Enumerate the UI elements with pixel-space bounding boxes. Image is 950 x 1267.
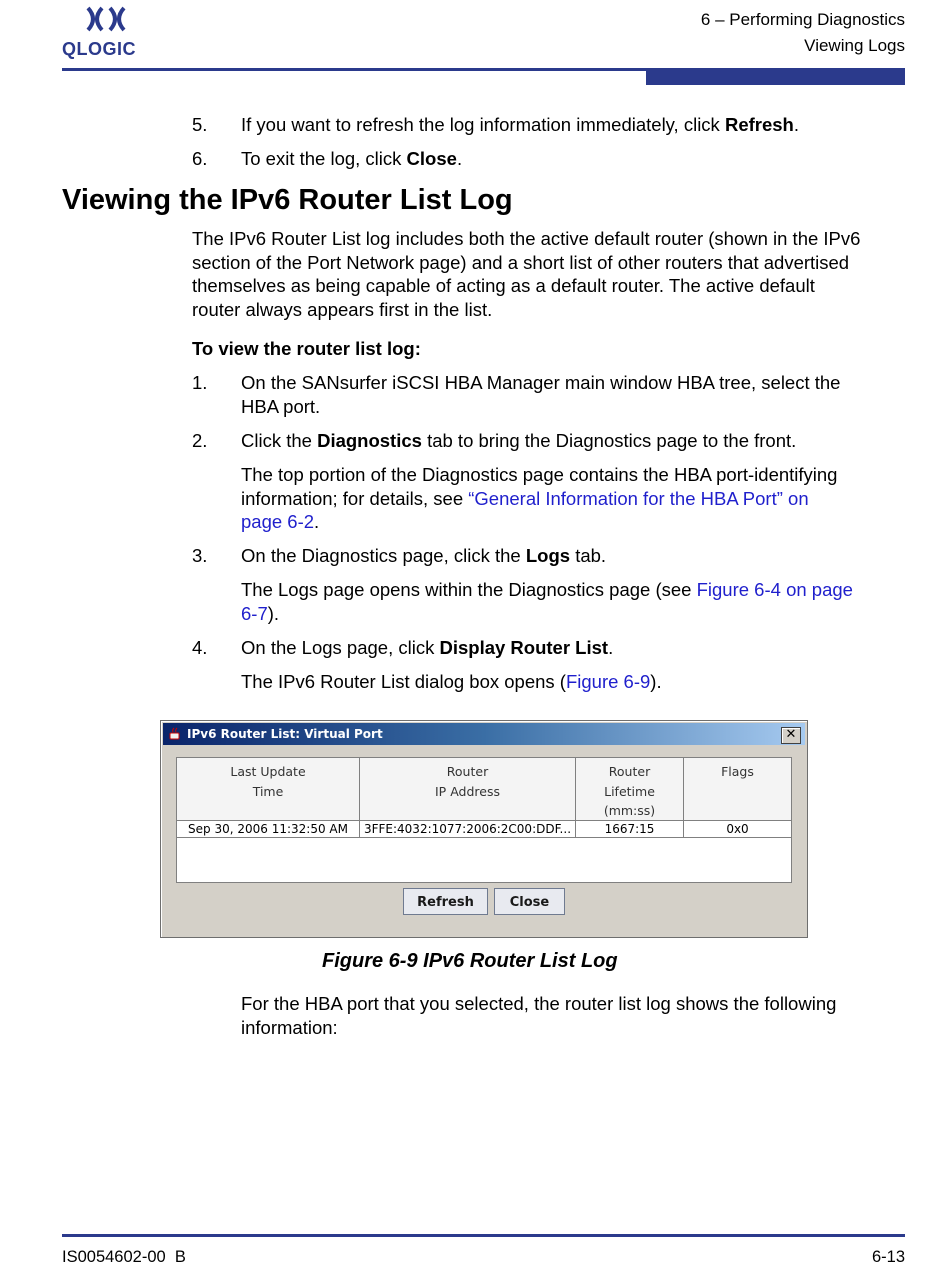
close-icon[interactable]: ✕ — [781, 727, 801, 744]
step-6-text: To exit the log, click Close. — [241, 148, 463, 169]
link-general-information[interactable]: “General Information for the HBA Port” on — [468, 487, 809, 509]
column-header-router-ip[interactable]: Router IP Address — [360, 758, 576, 821]
step-2-text: Click the Diagnostics tab to bring the Diagnostics page to the front. — [241, 430, 797, 451]
intro-paragraph: The IPv6 Router List log includes both the active default router (shown in the IPv6 section of the Port Network page) and a short list of other routers that advertised themselves as being capable of acting as a default router. The active default router always appears first in the list. — [192, 228, 861, 320]
table-cell-flags[interactable]: 0x0 — [684, 821, 791, 838]
footer-rule — [62, 1234, 905, 1237]
link-figure-6-9[interactable]: Figure 6-9 — [565, 671, 651, 692]
figure-caption: Figure 6-9 IPv6 Router List Log — [322, 950, 618, 972]
section-title: Viewing Logs — [804, 36, 905, 55]
step-4-note: The IPv6 Router List dialog box opens (Figure 6-9). — [241, 671, 662, 692]
chapter-title: 6 – Performing Diagnostics — [700, 10, 905, 29]
refresh-button[interactable]: Refresh — [403, 888, 488, 915]
section-heading: Viewing the IPv6 Router List Log — [62, 184, 513, 216]
column-header-last-update[interactable]: Last Update Time — [177, 758, 360, 821]
step-4-number: 4. — [192, 637, 208, 658]
step-1-number: 1. — [192, 372, 208, 393]
step-3-note: The Logs page opens within the Diagnostics page (see Figure 6-4 on page 6-7). — [241, 579, 853, 624]
step-3-text: On the Diagnostics page, click the Logs tab. — [241, 545, 607, 566]
link-page-6-2[interactable]: page 6-2 — [241, 511, 315, 532]
column-header-lifetime[interactable]: Router Lifetime (mm:ss) — [576, 758, 684, 821]
link-figure-6-4[interactable]: Figure 6-4 on page — [696, 579, 853, 600]
router-list-table — [176, 757, 792, 883]
step-2-note: The top portion of the Diagnostics page contains the HBA port-identifying information; for details, see “General Information for the HBA Port” on page 6-2. — [241, 464, 838, 532]
step-2-number: 2. — [192, 430, 208, 451]
step-6-number: 6. — [192, 148, 208, 169]
dialog-title: IPv6 Router List: Virtual Port — [187, 727, 383, 741]
header-bar — [646, 68, 905, 85]
step-3-number: 3. — [192, 545, 208, 566]
qlogic-logo — [62, 4, 158, 58]
procedure-title: To view the router list log: — [192, 338, 421, 359]
table-cell-time[interactable]: Sep 30, 2006 11:32:50 AM — [177, 821, 360, 838]
link-page-6-7[interactable]: 6-7 — [241, 602, 268, 624]
step-1-text: On the SANsurfer iSCSI HBA Manager main window HBA tree, select the HBA port. — [241, 372, 841, 417]
column-header-flags[interactable]: Flags — [684, 758, 791, 821]
java-app-icon — [168, 727, 182, 741]
document-id: IS0054602-00 B — [62, 1248, 186, 1266]
step-5-text: If you want to refresh the log information immediately, click Refresh. — [241, 114, 799, 135]
logo-text: QLOGIC — [62, 39, 136, 59]
step-5-number: 5. — [192, 114, 208, 135]
closing-paragraph: For the HBA port that you selected, the router list log shows the following information: — [241, 993, 837, 1038]
qlogic-logo-icon — [84, 4, 128, 34]
table-cell-ip[interactable]: 3FFE:4032:1077:2006:2C00:DDF... — [360, 821, 576, 838]
page-number: 6-13 — [871, 1248, 905, 1266]
table-cell-lifetime[interactable]: 1667:15 — [576, 821, 684, 838]
running-header — [701, 7, 905, 59]
step-4-text: On the Logs page, click Display Router List. — [241, 637, 614, 658]
router-list-dialog — [160, 720, 808, 938]
close-button[interactable]: Close — [494, 888, 565, 915]
dialog-title-bar — [163, 723, 805, 745]
